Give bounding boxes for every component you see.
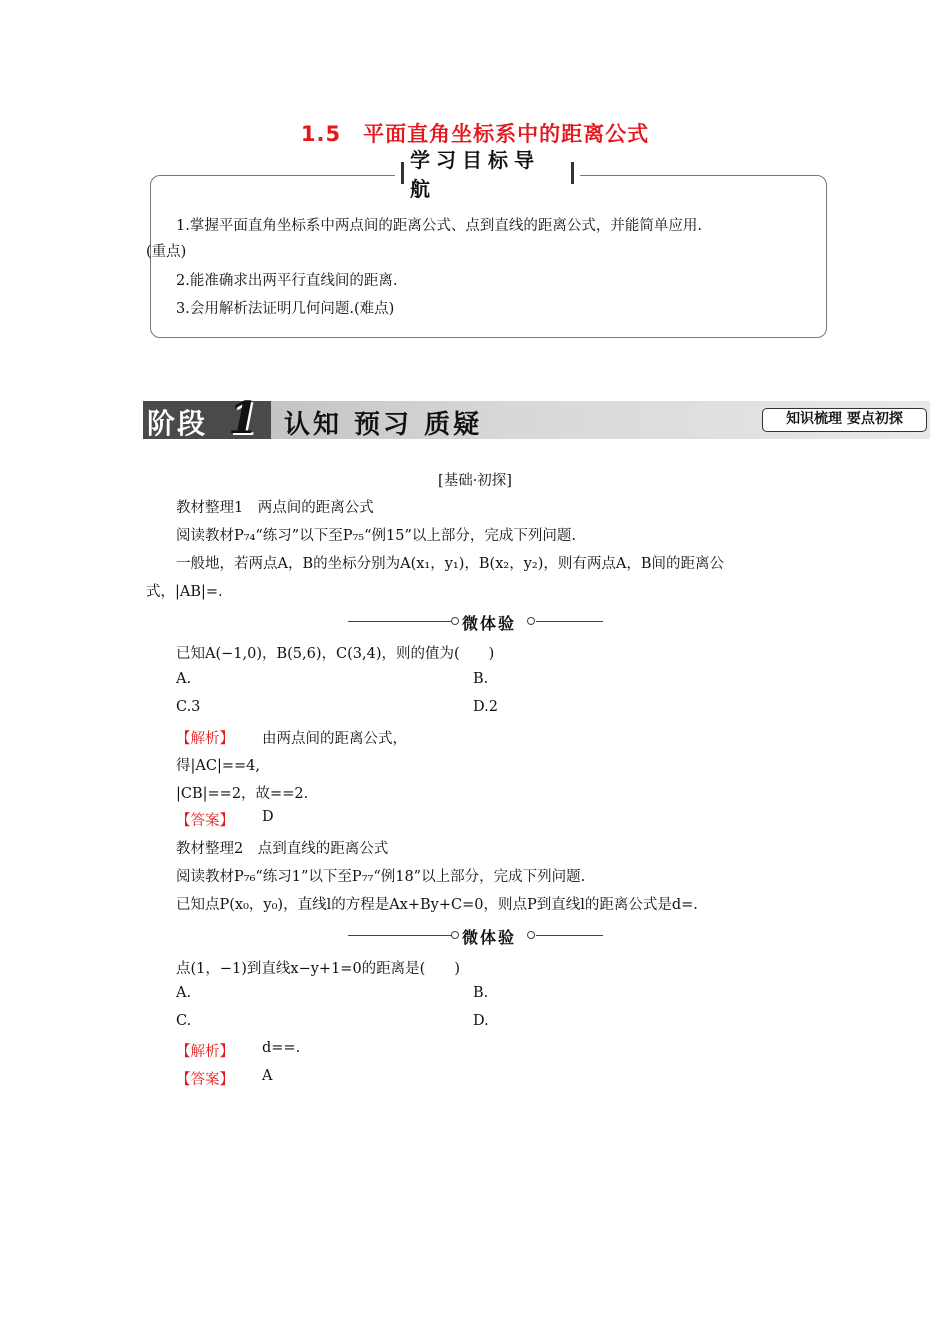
goal-item-2: 2.能准确求出两平行直线间的距离. — [176, 273, 398, 289]
q1-option-b: B. — [473, 671, 489, 687]
q1-answer-tag: 【答案】 — [176, 813, 234, 829]
p2-reading: 阅读教材P₇₆“练习1”以下至P₇₇“例18”以上部分，完成下列问题. — [176, 869, 586, 885]
section-subtitle: [基础·初探] — [438, 473, 512, 489]
p1-reading: 阅读教材P₇₄“练习”以下至P₇₅“例15”以上部分，完成下列问题. — [176, 528, 576, 544]
q1-analysis: 由两点间的距离公式， — [262, 731, 407, 747]
q2-option-d: D. — [473, 1013, 489, 1029]
separator-2-dot-left — [451, 931, 459, 939]
p1-title: 教材整理1 两点间的距离公式 — [176, 500, 374, 516]
q1-option-d: D.2 — [473, 699, 498, 715]
p2-title: 教材整理2 点到直线的距离公式 — [176, 841, 389, 857]
separator-dot-right — [527, 617, 535, 625]
stage-word: 阶段 — [147, 407, 208, 440]
heading-bar-right — [571, 162, 574, 184]
q1-option-a: A. — [176, 671, 192, 687]
q1-analysis-tag: 【解析】 — [176, 731, 234, 747]
goal-item-1-tag: (重点) — [146, 244, 187, 260]
separator-2-line-right — [536, 935, 603, 936]
p2-body: 已知点P(x₀，y₀)，直线l的方程是Ax+By+C=0，则点P到直线l的距离公式是d=. — [176, 897, 698, 913]
stage-title: 认知 预习 质疑 — [284, 410, 483, 440]
stage-number: 1 — [228, 393, 259, 444]
p1-body-line-2: 式，|AB|=. — [146, 584, 223, 600]
goal-item-1: 1.掌握平面直角坐标系中两点间的距离公式、点到直线的距离公式，并能简单应用. — [176, 218, 702, 234]
learning-goals-heading — [395, 148, 580, 201]
goal-item-3: 3.会用解析法证明几何问题.(难点) — [176, 301, 395, 317]
q1-answer: D — [262, 809, 274, 825]
separator-2-dot-right — [527, 931, 535, 939]
question-1: 已知A(−1,0)，B(5,6)，C(3,4)，则的值为( ) — [176, 646, 495, 662]
q1-option-c: C.3 — [176, 699, 201, 715]
separator-dot-left — [451, 617, 459, 625]
micro-experience-label: 微体验 — [462, 614, 517, 633]
question-2: 点(1，−1)到直线x−y+1=0的距离是( ) — [176, 961, 460, 977]
q2-analysis-tag: 【解析】 — [176, 1044, 234, 1060]
heading-bar-left — [401, 162, 404, 184]
q2-answer: A — [262, 1068, 273, 1084]
separator-line-right — [536, 621, 603, 622]
stage-tag: 知识梳理 要点初探 — [762, 408, 927, 432]
learning-goals-heading-text: 学习目标导航 — [409, 148, 540, 201]
q2-option-c: C. — [176, 1013, 192, 1029]
q2-answer-tag: 【答案】 — [176, 1072, 234, 1088]
p1-body-line-1: 一般地，若两点A，B的坐标分别为A(x₁，y₁)，B(x₂，y₂)，则有两点A，B间的距离公 — [176, 556, 724, 572]
separator-line-left — [348, 621, 454, 622]
micro-experience-label-2: 微体验 — [462, 928, 517, 947]
q2-option-a: A. — [176, 985, 192, 1001]
q2-analysis: d==. — [262, 1040, 301, 1056]
separator-2-line-left — [348, 935, 454, 936]
page-title: 1.5 平面直角坐标系中的距离公式 — [300, 122, 650, 146]
q1-analysis-line-3: |CB|==2，故==2. — [176, 786, 309, 802]
q1-analysis-line-2: 得|AC|==4, — [176, 758, 260, 774]
q2-option-b: B. — [473, 985, 489, 1001]
